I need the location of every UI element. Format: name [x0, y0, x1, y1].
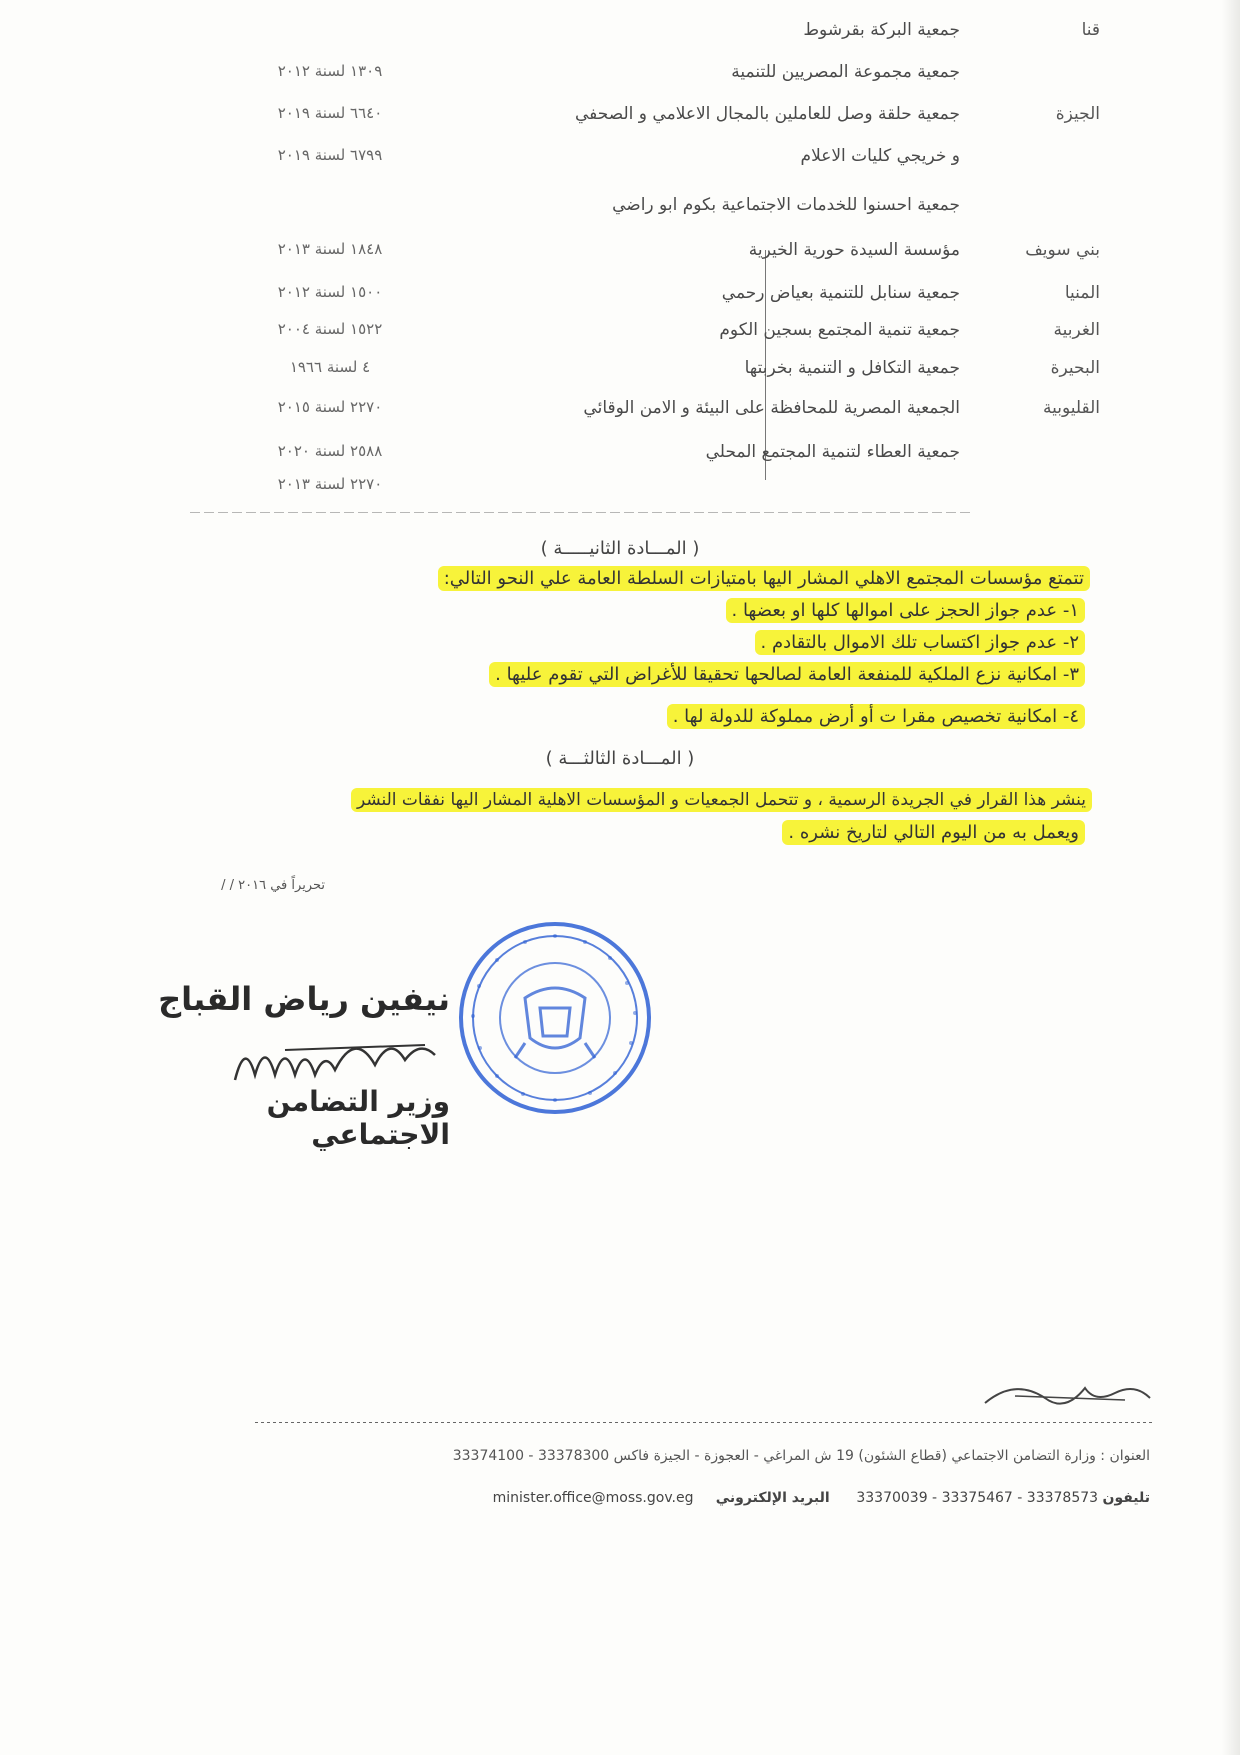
table-row — [230, 283, 1100, 323]
article-3-line — [782, 822, 1085, 843]
association-cell: جمعية العطاء لتنمية المجتمع المحلي — [705, 442, 960, 462]
governorate-cell: بني سويف — [1025, 240, 1100, 260]
association-cell: جمعية احسنوا للخدمات الاجتماعية بكوم ابو راضي — [612, 195, 960, 215]
associations-table — [230, 0, 1100, 500]
table-row — [230, 240, 1100, 280]
registration-cell: ٢٢٧٠ لسنة ٢٠١٣ — [277, 475, 383, 493]
highlighted-text: ينشر هذا القرار في الجريدة الرسمية ، و تتحمل الجمعيات و المؤسسات الاهلية المشار اليها نفقات النشر — [351, 788, 1092, 812]
registration-cell: ٢٥٨٨ لسنة ٢٠٢٠ — [277, 442, 383, 460]
association-cell: الجمعية المصرية للمحافظة على البيئة و الامن الوقائي — [583, 398, 960, 418]
registration-cell: ٢٢٧٠ لسنة ٢٠١٥ — [277, 398, 383, 416]
footer-address: العنوان : وزارة التضامن الاجتماعي (قطاع الشئون) 19 ش المراغي - العجوزة - الجيزة فاكس 33378300 - 33374100 — [452, 1448, 1150, 1464]
article-2-line — [489, 664, 1085, 685]
registration-cell: ٦٧٩٩ لسنة ٢٠١٩ — [277, 146, 383, 164]
email-label: البريد الإلكتروني — [715, 1490, 830, 1506]
article-2-heading: ( المـــادة الثانيـــــة ) — [540, 538, 700, 559]
phone-numbers: 33378573 - 33375467 - 33370039 — [856, 1490, 1099, 1506]
minister-name: نيفين رياض القباج — [158, 980, 450, 1018]
phone-label: تليفون — [1102, 1490, 1150, 1506]
highlighted-text: ٣- امكانية نزع الملكية للمنفعة العامة لصالحها تحقيقا للأغراض التي تقوم عليها . — [489, 662, 1085, 687]
article-2-line — [438, 568, 1090, 589]
governorate-cell: الغربية — [1053, 320, 1100, 340]
registration-cell: ١٥٢٢ لسنة ٢٠٠٤ — [277, 320, 383, 338]
association-cell: جمعية حلقة وصل للعاملين بالمجال الاعلامي و الصحفي — [575, 104, 960, 124]
scan-edge-shadow — [1222, 0, 1240, 1755]
footer-divider — [255, 1422, 1155, 1423]
minister-title: وزير التضامن الاجتماعي — [266, 1085, 450, 1151]
association-cell: جمعية التكافل و التنمية بخربتها — [744, 358, 960, 378]
governorate-cell: الجيزة — [1055, 104, 1100, 124]
article-2-line — [667, 706, 1085, 727]
registration-cell: ٦٦٤٠ لسنة ٢٠١٩ — [277, 104, 383, 122]
highlighted-text: تتمتع مؤسسات المجتمع الاهلي المشار اليها بامتيازات السلطة العامة علي النحو التالي: — [438, 566, 1090, 591]
registration-cell: ١٣٠٩ لسنة ٢٠١٢ — [277, 62, 383, 80]
table-row — [230, 320, 1100, 360]
registration-cell: ١٨٤٨ لسنة ٢٠١٣ — [277, 240, 383, 258]
highlighted-text: ٤- امكانية تخصيص مقرا ت أو أرض مملوكة للدولة لها . — [667, 704, 1085, 729]
highlighted-text: ويعمل به من اليوم التالي لتاريخ نشره . — [782, 820, 1085, 845]
article-2-line — [726, 600, 1086, 621]
governorate-cell: القليوبية — [1042, 398, 1100, 418]
article-3-line — [351, 790, 1092, 810]
email-address: minister.office@moss.gov.eg — [492, 1490, 694, 1506]
article-3-heading: ( المـــادة الثالثـــة ) — [545, 748, 695, 769]
table-row — [230, 358, 1100, 398]
highlighted-text: ٢- عدم جواز اكتساب تلك الاموال بالتقادم . — [755, 630, 1085, 655]
registration-cell: ٤ لسنة ١٩٦٦ — [289, 358, 371, 376]
governorate-cell: البحيرة — [1050, 358, 1100, 378]
table-row — [230, 475, 1100, 515]
registration-cell: ١٥٠٠ لسنة ٢٠١٢ — [277, 283, 383, 301]
initials-signature — [975, 1368, 1155, 1418]
governorate-cell: المنيا — [1064, 283, 1100, 303]
table-row — [230, 20, 1100, 60]
table-row — [230, 62, 1100, 102]
association-cell: جمعية البركة بقرشوط — [803, 20, 960, 40]
association-cell: مؤسسة السيدة حورية الخيرية — [748, 240, 960, 260]
footer-contacts — [400, 1490, 1150, 1506]
table-bottom-rule — [190, 512, 970, 513]
ministry-seal-stamp — [455, 918, 655, 1118]
association-cell: و خريجي كليات الاعلام — [800, 146, 960, 166]
association-cell: جمعية مجموعة المصريين للتنمية — [731, 62, 960, 82]
issue-date: تحريراً في ٢٠١٦ / / — [221, 878, 325, 893]
table-row — [230, 195, 1100, 235]
governorate-cell: قنا — [1081, 20, 1100, 40]
article-2-line — [755, 632, 1085, 653]
table-row — [230, 104, 1100, 144]
association-cell: جمعية تنمية المجتمع بسجين الكوم — [719, 320, 960, 340]
highlighted-text: ١- عدم جواز الحجز على اموالها كلها او بعضها . — [726, 598, 1086, 623]
table-row — [230, 146, 1100, 186]
association-cell: جمعية سنابل للتنمية بعياض رحمي — [721, 283, 960, 303]
table-row — [230, 398, 1100, 438]
